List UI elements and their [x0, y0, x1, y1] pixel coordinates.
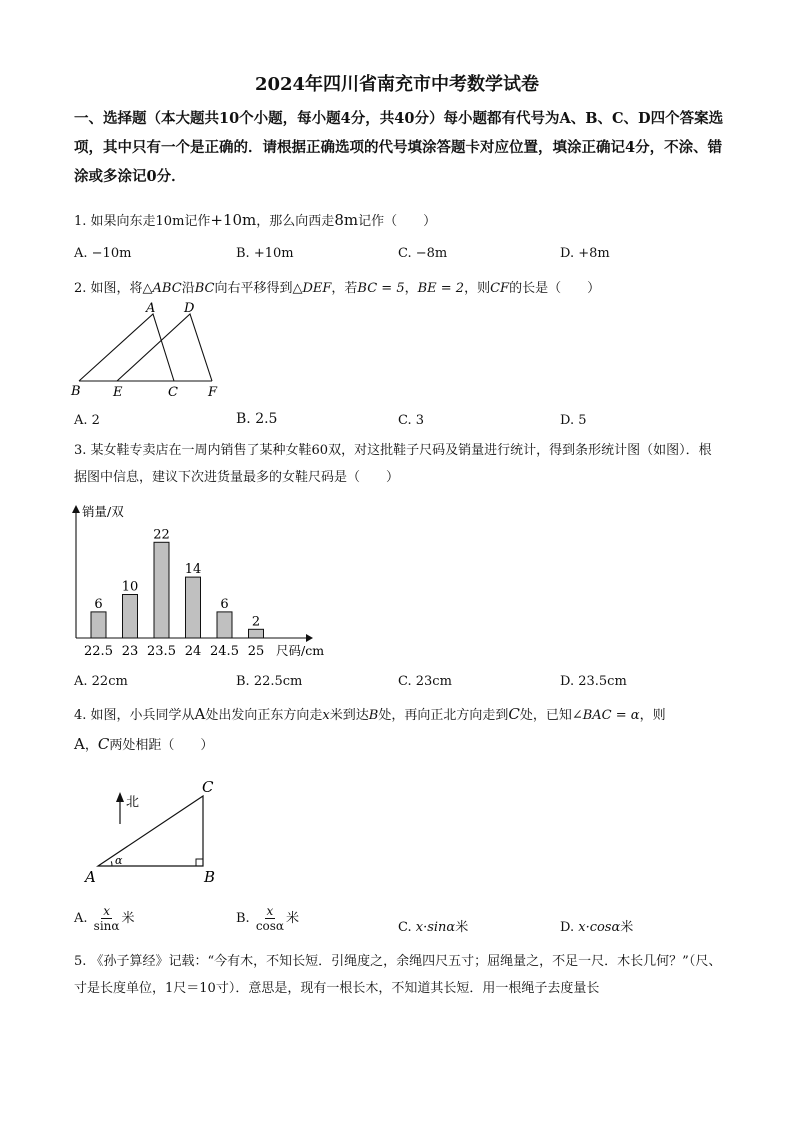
q1-text-mid: ，那么向西走	[256, 214, 335, 229]
page-title: 2024年四川省南充市中考数学试卷	[254, 74, 540, 95]
q1-math-1: +10m	[210, 211, 257, 229]
bar-value-label: 14	[184, 562, 202, 578]
bar-value-label: 22	[153, 527, 170, 543]
q2-triangle-abc	[79, 314, 174, 381]
x-tick-label: 22.5	[84, 644, 113, 659]
q4-math-1: A	[194, 705, 206, 723]
q2-math-6: CF	[490, 281, 510, 296]
x-axis-arrow	[306, 634, 313, 642]
q2-label-f: F	[208, 385, 218, 400]
q4-label-b: B	[204, 868, 216, 886]
q4-text-4: 处，再向正北方向走到	[378, 708, 509, 723]
q4-line2-a: A	[74, 735, 85, 753]
q2-text-4: ，若	[331, 281, 358, 296]
q4-text-3: 米到达	[329, 708, 369, 723]
q2-text-1: 2. 如图，将	[74, 281, 143, 296]
q2-option-d: D. 5	[560, 413, 587, 428]
bar-value-label: 10	[121, 579, 139, 595]
question-4-line-2	[74, 734, 213, 753]
q4-math-5: ∠BAC = α	[571, 708, 640, 723]
q1-option-d: D. +8m	[560, 246, 610, 261]
q2-label-d: D	[184, 301, 195, 316]
q2-option-b: B. 2.5	[236, 411, 278, 427]
q4-option-a-prefix: A.	[74, 911, 88, 926]
q2-text-7: 的长是（ ）	[509, 281, 601, 296]
q4-option-a	[74, 904, 135, 933]
q1-text-pre: 1. 如果向东走10m记作	[74, 214, 211, 229]
q3-option-b: B. 22.5cm	[236, 674, 303, 689]
bar-value-label: 6	[94, 596, 103, 612]
north-label: 北	[126, 795, 140, 810]
q4-option-b-prefix: B.	[236, 911, 250, 926]
q4-option-d-unit: 米	[620, 920, 634, 935]
q2-label-c: C	[168, 385, 178, 400]
q4-option-a-num: x	[103, 904, 110, 918]
question-1	[74, 210, 436, 229]
section-header: 一、选择题（本大题共10个小题，每小题4分，共40分）每小题都有代号为A、B、C、D四个答案选项，其中只有一个是正确的．请根据正确选项的代号填涂答题卡对应位置，填涂正确记4分，不涂、错涂或多涂记0分．	[74, 110, 724, 185]
q4-option-c	[398, 916, 468, 935]
q4-label-a: A	[85, 868, 96, 886]
q4-line2-comma: ，	[84, 738, 98, 753]
q2-text-6: ，则	[464, 281, 491, 296]
q4-option-a-unit: 米	[121, 911, 135, 926]
q4-option-a-den: sinα	[93, 919, 120, 933]
q2-label-a: A	[146, 301, 156, 316]
y-axis-arrow	[72, 505, 80, 513]
q4-option-c-prefix: C.	[398, 920, 412, 935]
q4-label-c: C	[202, 778, 214, 796]
bar-22.5	[91, 612, 106, 638]
q4-option-b-unit: 米	[286, 911, 300, 926]
q3-option-c: C. 23cm	[398, 674, 452, 689]
q1-option-a: A. −10m	[74, 246, 132, 261]
q4-option-d-prefix: D.	[560, 920, 575, 935]
q4-label-alpha: α	[115, 854, 123, 867]
q2-triangle-figure	[66, 298, 236, 402]
q2-text-3: 向右平移得到	[214, 281, 293, 296]
bar-value-label: 6	[220, 596, 229, 612]
north-arrow-icon	[116, 792, 124, 802]
q3-bar-chart	[66, 500, 346, 662]
q2-math-1: △ABC	[142, 281, 182, 296]
q2-label-e: E	[113, 385, 123, 400]
q4-text-6: ，则	[639, 708, 666, 723]
q2-math-3: △DEF	[292, 281, 332, 296]
x-tick-label: 23	[121, 644, 139, 659]
bar-24.5	[217, 612, 232, 638]
q4-math-3: B	[368, 708, 379, 723]
q2-triangle-def	[117, 314, 212, 381]
q2-math-2: BC	[194, 281, 215, 296]
q3-option-d: D. 23.5cm	[560, 674, 627, 689]
question-3: 3. 某女鞋专卖店在一周内销售了某种女鞋60双，对这批鞋子尺码及销量进行统计，得到条形统计图（如图）．根据图中信息，建议下次进货量最多的女鞋尺码是（ ）	[74, 443, 712, 485]
q4-option-b-fraction	[254, 904, 286, 933]
q4-triangle-figure	[78, 772, 238, 892]
q4-triangle-abc	[98, 796, 203, 866]
q4-option-b-den: cosα	[255, 919, 285, 933]
q1-text-post: 记作（ ）	[358, 214, 437, 229]
bar-25	[249, 629, 264, 638]
x-axis-label: 尺码/cm	[276, 643, 325, 658]
q4-text-5: 处，已知	[519, 708, 572, 723]
q2-label-b: B	[71, 384, 81, 399]
q1-option-b: B. +10m	[236, 246, 294, 261]
q4-math-2: x	[322, 708, 330, 723]
question-2	[74, 277, 600, 296]
q4-option-a-fraction	[92, 904, 122, 933]
q4-option-c-unit: 米	[455, 920, 469, 935]
q4-text-2: 处出发向正东方向走	[205, 708, 323, 723]
q4-text-1: 4. 如图，小兵同学从	[74, 708, 195, 723]
q2-math-5: BE = 2	[417, 281, 465, 296]
angle-arc	[111, 861, 112, 866]
q2-text-5: ，	[404, 281, 418, 296]
q4-option-c-expr: x·sinα	[415, 920, 456, 935]
q1-math-2: 8m	[334, 211, 359, 229]
question-4	[74, 704, 666, 723]
x-tick-label: 24.5	[210, 644, 239, 659]
y-axis-label: 销量/双	[82, 504, 124, 519]
bar-23	[123, 595, 138, 639]
q2-math-4: BC = 5	[357, 281, 405, 296]
q4-option-b	[236, 904, 299, 933]
q4-option-d	[560, 916, 633, 935]
x-tick-label: 23.5	[147, 644, 176, 659]
question-5: 5. 《孙子算经》记载：“今有木，不知长短．引绳度之，余绳四尺五寸；屈绳量之，不足一尺．木长几何？”（尺、寸是长度单位，1尺＝10寸）．意思是，现有一根长木，不知道其长短．用一根绳子去度量长	[74, 954, 722, 996]
q4-line2-text: 两处相距（ ）	[109, 738, 214, 753]
q4-option-b-num: x	[266, 904, 274, 918]
bar-value-label: 2	[251, 614, 261, 630]
q2-option-a: A. 2	[74, 413, 100, 428]
q4-math-4: C	[508, 705, 520, 723]
q2-option-c: C. 3	[398, 413, 425, 428]
q2-text-2: 沿	[181, 281, 195, 296]
right-angle-mark	[196, 859, 203, 866]
bar-23.5	[154, 542, 169, 638]
q4-option-d-expr: x·cosα	[578, 920, 621, 935]
q3-option-a: A. 22cm	[74, 674, 128, 689]
bar-24	[186, 577, 201, 638]
q4-line2-c: C	[97, 735, 110, 753]
x-tick-label: 25	[247, 644, 265, 659]
q1-option-c: C. −8m	[398, 246, 448, 261]
x-tick-label: 24	[184, 644, 202, 659]
